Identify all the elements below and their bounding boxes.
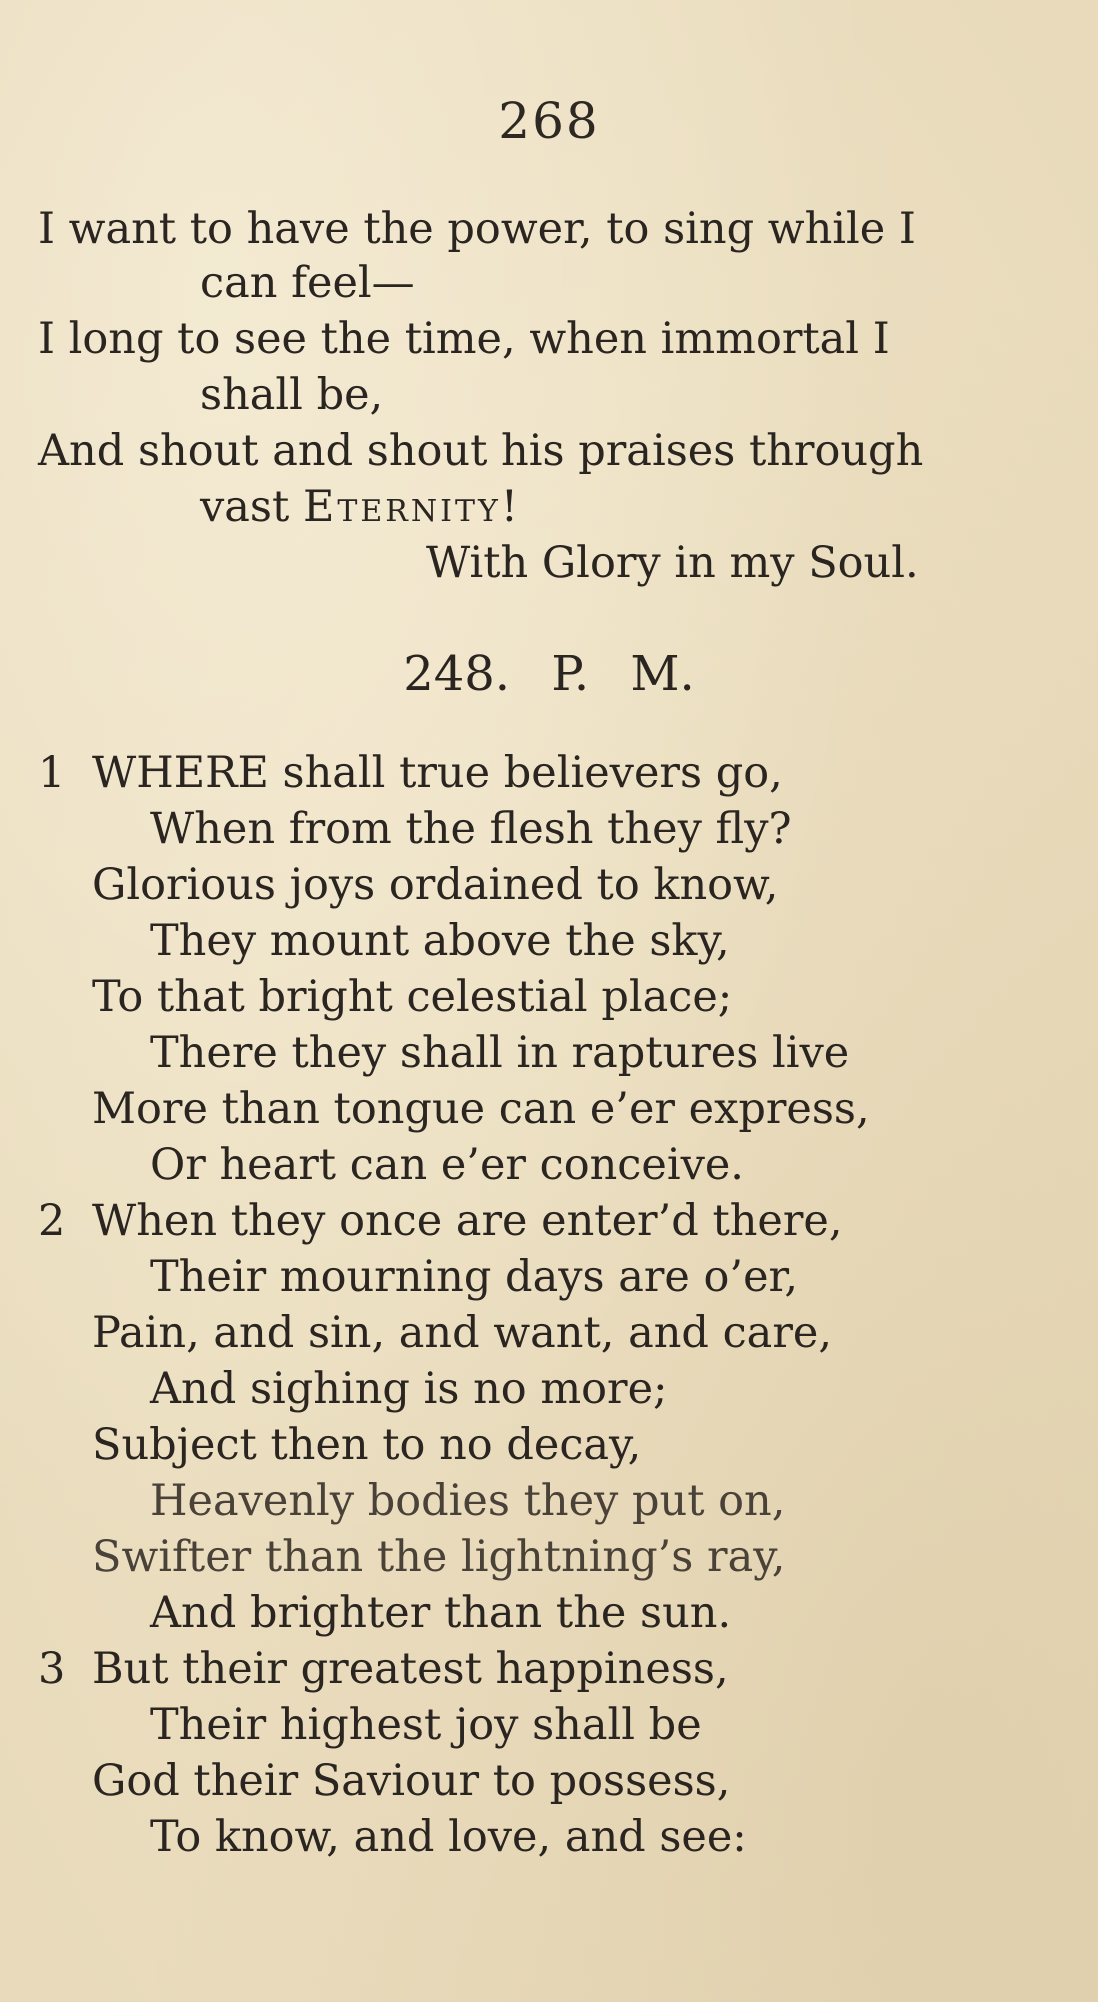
punctuation: ! — [500, 482, 519, 532]
verse-line: Their highest joy shall be — [150, 1700, 702, 1750]
verse-number: 3 — [38, 1644, 66, 1694]
verse-line: Their mourning days are o’er, — [150, 1252, 799, 1302]
text-line: shall be, — [200, 370, 384, 420]
text-line-refrain: With Glory in my Soul. — [426, 538, 919, 588]
verse-line: Pain, and sin, and want, and care, — [92, 1308, 832, 1358]
verse-line: To know, and love, and see: — [150, 1812, 747, 1862]
verse-line: To that bright celestial place; — [92, 972, 733, 1022]
text-line: can feel— — [200, 258, 415, 308]
page-number: 268 — [498, 92, 600, 150]
text-line: I long to see the time, when immortal I — [38, 314, 890, 364]
verse-line: Or heart can e’er conceive. — [150, 1140, 744, 1190]
verse-line: WHERE shall true believers go, — [92, 748, 783, 798]
verse-line: When from the flesh they fly? — [150, 804, 792, 854]
eternity-small-caps: Eternity — [302, 482, 501, 532]
verse-number: 2 — [38, 1196, 66, 1246]
verse-line: God their Saviour to possess, — [92, 1756, 731, 1806]
verse-line: But their greatest happiness, — [92, 1644, 729, 1694]
verse-line: More than tongue can e’er express, — [92, 1084, 870, 1134]
verse-number: 1 — [38, 748, 66, 798]
verse-line: Glorious joys ordained to know, — [92, 860, 779, 910]
verse-line: They mount above the sky, — [150, 916, 730, 966]
text-line: I want to have the power, to sing while I — [38, 204, 916, 254]
verse-line: Heavenly bodies they put on, — [150, 1476, 786, 1526]
text-line: And shout and shout his praises through — [38, 426, 924, 476]
verse-line: And sighing is no more; — [150, 1364, 668, 1414]
text-fragment: vast — [200, 482, 303, 532]
verse-line: And brighter than the sun. — [150, 1588, 732, 1638]
verse-line: There they shall in raptures live — [150, 1028, 850, 1078]
text-line-eternity — [200, 482, 519, 532]
hymn-heading: 248. P. M. — [403, 646, 695, 702]
verse-line: Swifter than the lightning’s ray, — [92, 1532, 786, 1582]
verse-line: When they once are enter’d there, — [92, 1196, 843, 1246]
verse-line: Subject then to no decay, — [92, 1420, 642, 1470]
